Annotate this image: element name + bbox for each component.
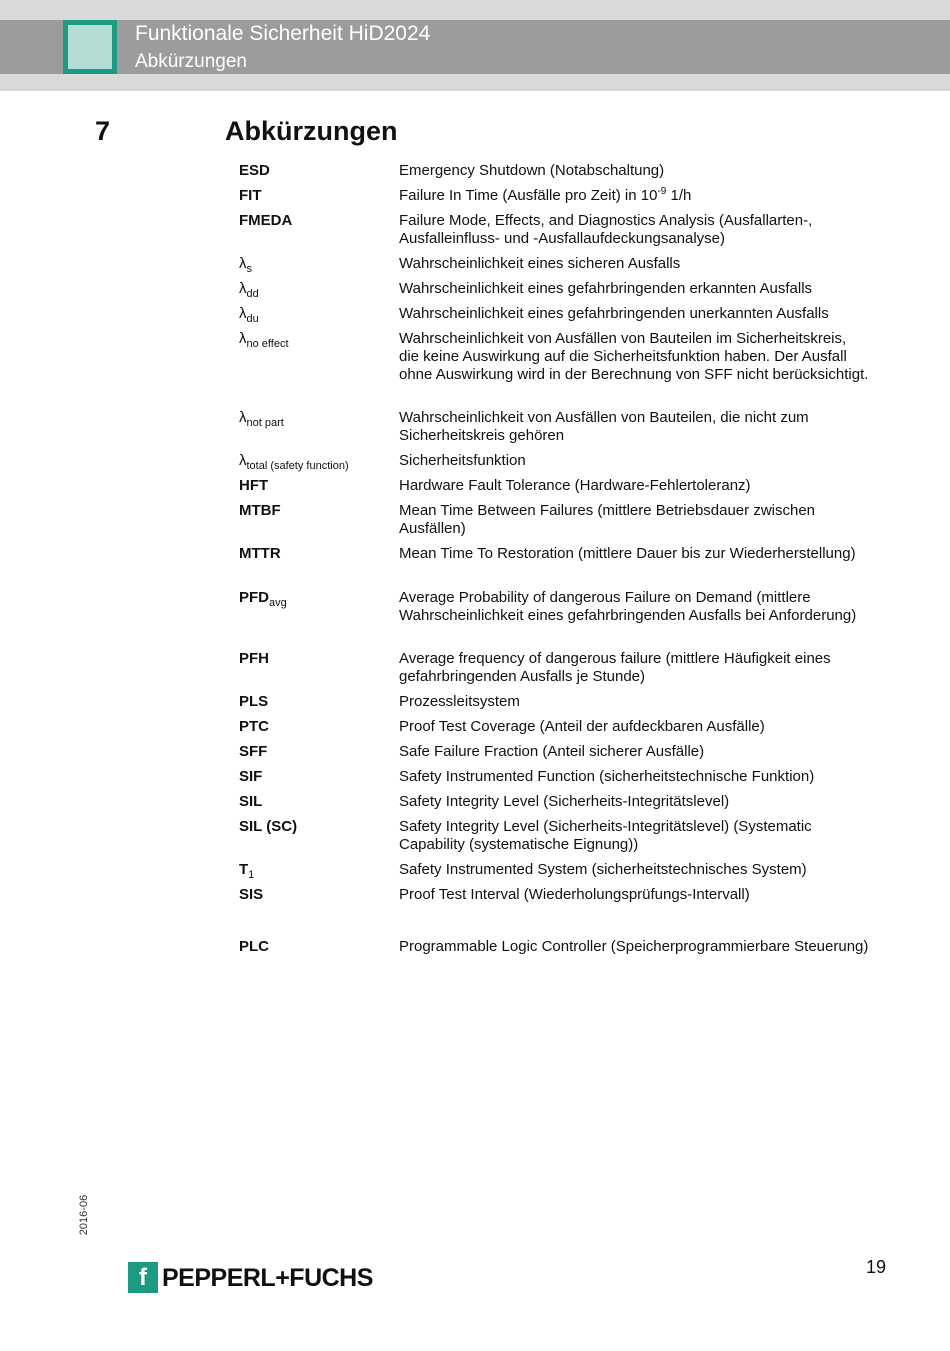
definition-text: Safety Instrumented System (sicherheitstechnisches System) [399, 861, 807, 878]
lambda-symbol: λ [239, 409, 247, 426]
header-top-strip [0, 0, 950, 20]
abbr-t1: $T_1$ [239, 861, 255, 881]
section-subtitle: Abkürzungen [135, 51, 247, 72]
def-sil [399, 793, 869, 811]
brand-name: PEPPERL+FUCHS [162, 1264, 373, 1292]
lambda-symbol: λ [239, 305, 247, 322]
def-pfh [399, 650, 869, 686]
lambda-subscript: du [246, 313, 259, 325]
lambda-subscript: not part [246, 417, 284, 429]
definition-text: Proof Test Interval (Wiederholungsprüfungs-Intervall) [399, 886, 750, 903]
def-sif [399, 768, 869, 786]
lambda-subscript: s [246, 263, 252, 275]
revision-date: 2016-06 [78, 1194, 90, 1236]
definition-text: Safety Integrity Level (Sicherheits-Integritätslevel) [399, 793, 730, 810]
abbr-mttr: MTTR [239, 545, 281, 562]
definition-text: Sicherheitsfunktion [399, 452, 526, 469]
abbr-sff: SFF [239, 743, 268, 760]
abbr-lambda-dd [239, 280, 259, 298]
definition-text: Safe Failure Fraction (Anteil sicherer Ausfälle) [399, 743, 705, 760]
document-title: Funktionale Sicherheit HiD2024 [135, 22, 431, 45]
definition-text: Prozessleitsystem [399, 693, 520, 710]
definition-text: Average frequency of dangerous failure (mittlere Häufigkeit eines gefahrbringenden Ausfalls je Stunde) [399, 650, 831, 685]
def-lambda-no-effect [399, 330, 869, 384]
abbr-lambda-no-effect [239, 330, 289, 348]
lambda-subscript: no effect [246, 338, 289, 350]
definition-text: Mean Time Between Failures (mittlere Betriebsdauer zwischen Ausfällen) [399, 502, 816, 537]
abbr-pfh: PFH [239, 650, 269, 667]
definition-text: Hardware Fault Tolerance (Hardware-Fehlertoleranz) [399, 477, 751, 494]
definition-text: Wahrscheinlichkeit von Ausfällen von Bauteilen im Sicherheitskreis, die keine Auswirkung auf die Sicherheitsfunktion haben. Der Ausfall ohne Auswirkung wird in der Berechnung von SFF nicht berücksichtigt. [399, 330, 869, 383]
def-lambda-total [399, 452, 869, 470]
header-bottom-strip [0, 74, 950, 91]
definition-text: Mean Time To Restoration (mittlere Dauer bis zur Wiederherstellung) [399, 545, 856, 562]
abbr-fmeda: FMEDA [239, 212, 293, 229]
definition-text: Safety Instrumented Function (sicherheitstechnische Funktion) [399, 768, 815, 785]
def-sff [399, 743, 869, 761]
def-pls [399, 693, 869, 711]
page-number: 19 [866, 1257, 887, 1277]
def-esd [399, 162, 869, 180]
definition-text: Emergency Shutdown (Notabschaltung) [399, 162, 665, 179]
square-logo-icon [63, 20, 117, 74]
def-plc [399, 938, 869, 956]
abbr-sif: SIF [239, 768, 263, 785]
definition-text: Programmable Logic Controller (Speicherprogrammierbare Steuerung) [399, 938, 869, 955]
def-mttr [399, 545, 869, 563]
def-hft [399, 477, 869, 495]
lambda-subscript: dd [246, 288, 259, 300]
abbr-plc: PLC [239, 938, 269, 955]
abbr-hft: HFT [239, 477, 269, 494]
abbr-fit: FIT [239, 187, 262, 204]
abbr-lambda-du [239, 305, 259, 323]
def-t1 [399, 886, 869, 904]
def-mtbf [399, 502, 869, 538]
def-lambda-not-part [399, 409, 869, 445]
abbr-ptc: PTC [239, 718, 269, 735]
t-subscript: 1 [248, 869, 255, 881]
lambda-symbol: λ [239, 330, 247, 347]
def-lambda-dd [399, 280, 869, 298]
def-sis [399, 861, 869, 879]
pfd-subscript: avg [269, 597, 287, 609]
def-pfdavg [399, 589, 869, 625]
def-sil-sc [399, 818, 869, 854]
def-lambda-s [399, 255, 869, 273]
definition-text: Proof Test Coverage (Anteil der aufdeckbaren Ausfälle) [399, 718, 765, 735]
chapter-number: 7 [95, 116, 111, 146]
definition-text: Wahrscheinlichkeit von Ausfällen von Bauteilen, die nicht zum Sicherheitskreis gehören [399, 409, 809, 444]
abbr-sis: SIS [239, 886, 264, 903]
definition-text: Wahrscheinlichkeit eines gefahrbringenden unerkannten Ausfalls [399, 305, 829, 322]
definition-text: Safety Integrity Level (Sicherheits-Integritätslevel) (Systematic Capability (systematische Eignung)) [399, 818, 812, 853]
lambda-symbol: λ [239, 452, 247, 469]
def-fmeda [399, 212, 869, 248]
pf-logo-icon: f [128, 1262, 158, 1293]
def-ptc [399, 718, 869, 736]
definition-text: Failure In Time (Ausfälle pro Zeit) in $10^{-9}$ 1/h [399, 186, 692, 204]
lambda-symbol: λ [239, 255, 247, 272]
definition-text: Wahrscheinlichkeit eines gefahrbringenden erkannten Ausfalls [399, 280, 813, 297]
def-fit [399, 187, 869, 205]
lambda-subscript: total (safety function) [246, 460, 349, 472]
abbr-pfdavg: $PFD_{avg}$ [239, 589, 287, 609]
abbr-lambda-s [239, 255, 252, 273]
exponent: -9 [657, 186, 667, 197]
definition-text: Average Probability of dangerous Failure on Demand (mittlere Wahrscheinlichkeit eines gefahrbringenden Ausfalls bei Anforderung) [399, 589, 857, 624]
definition-text: Failure Mode, Effects, and Diagnostics Analysis (Ausfallarten-, Ausfalleinfluss- und -Ausfallaufdeckungsanalyse) [399, 212, 813, 247]
abbr-mtbf: MTBF [239, 502, 281, 519]
abbr-lambda-total [239, 452, 349, 470]
abbr-lambda-not-part [239, 409, 284, 427]
chapter-title: Abkürzungen [225, 116, 398, 146]
abbr-sil: SIL [239, 793, 263, 810]
definition-text: Wahrscheinlichkeit eines sicheren Ausfalls [399, 255, 681, 272]
abbr-pls: PLS [239, 693, 269, 710]
abbr-esd: ESD [239, 162, 270, 179]
lambda-symbol: λ [239, 280, 247, 297]
abbr-sil-sc: SIL (SC) [239, 818, 298, 835]
def-lambda-du [399, 305, 869, 323]
